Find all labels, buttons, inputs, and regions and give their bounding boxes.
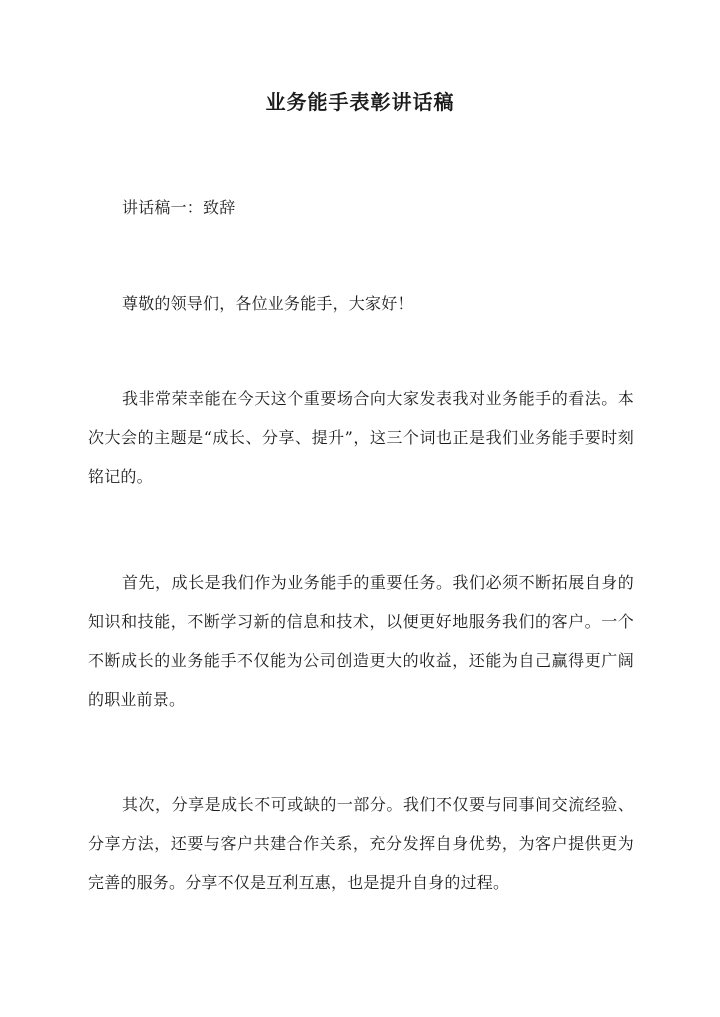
document-title: 业务能手表彰讲话稿 xyxy=(265,90,455,114)
paragraph-greeting: 尊敬的领导们，各位业务能手，大家好！ xyxy=(122,294,414,313)
paragraph-sharing: 其次，分享是成长不可或缺的一部分。我们不仅要与同事间交流经验、分享方法，还要与客户共建合作关系，充分发挥自身优势，为客户提供更为完善的服务。分享不仅是互利互惠，也是提升自身的过程。 xyxy=(88,795,634,892)
paragraph-intro: 我非常荣幸能在今天这个重要场合向大家发表我对业务能手的看法。本次大会的主题是“成长、分享、提升”，这三个词也正是我们业务能手要时刻铭记的。 xyxy=(88,389,634,486)
paragraph-growth: 首先，成长是我们作为业务能手的重要任务。我们必须不断拓展自身的知识和技能，不断学习新的信息和技术，以便更好地服务我们的客户。一个不断成长的业务能手不仅能为公司创造更大的收益，还能为自己赢得更广阔的职业前景。 xyxy=(88,573,634,709)
paragraph-heading: 讲话稿一：致辞 xyxy=(122,198,236,217)
